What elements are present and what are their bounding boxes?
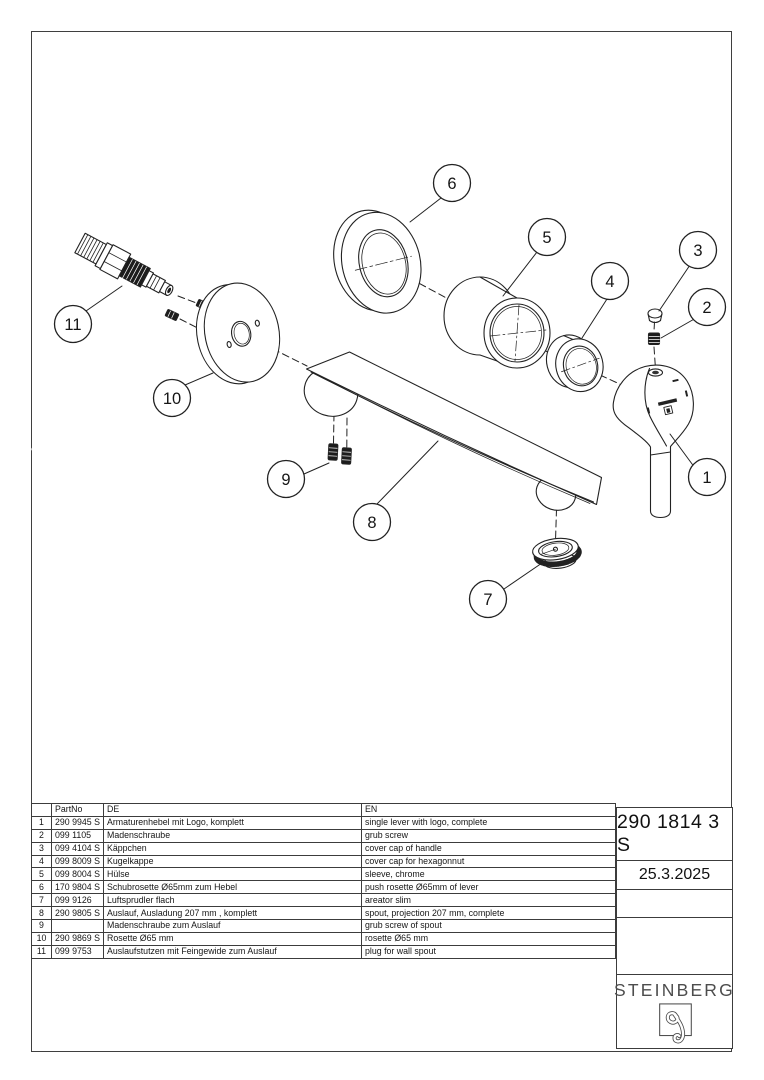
partno-cell: 099 9753 <box>52 945 104 958</box>
index-cell: 2 <box>32 829 52 842</box>
callout-number: 10 <box>162 390 182 408</box>
partno-cell: 099 9126 <box>52 894 104 907</box>
callout-number: 7 <box>483 591 493 609</box>
callout-leader <box>304 463 329 474</box>
callout-9 <box>268 461 330 498</box>
de-cell: Auslaufstutzen mit Feingewide zum Auslauf <box>104 945 362 958</box>
index-cell: 3 <box>32 842 52 855</box>
callout-leader <box>503 252 537 296</box>
partno-cell: 099 4104 S <box>52 842 104 855</box>
en-cell: grub screw <box>362 829 616 842</box>
callout-number: 5 <box>542 229 552 247</box>
callout-number: 6 <box>447 175 457 193</box>
table-row <box>32 816 616 829</box>
parts-table <box>31 803 616 959</box>
table-row <box>32 945 616 958</box>
table-row <box>32 907 616 920</box>
en-cell: rosette Ø65 mm <box>362 932 616 945</box>
callout-leader <box>86 286 122 311</box>
de-cell: Kugelkappe <box>104 855 362 868</box>
de-cell: Hülse <box>104 868 362 881</box>
callout-11 <box>55 286 123 343</box>
de-cell: Käppchen <box>104 842 362 855</box>
callout-number: 2 <box>702 299 712 317</box>
callout-leader <box>659 265 690 311</box>
part-aerator <box>531 536 581 572</box>
drawing-number: 290 1814 3 S <box>616 807 733 861</box>
callout-6 <box>410 165 471 223</box>
callout-number: 11 <box>64 316 82 334</box>
table-row <box>32 868 616 881</box>
header-index <box>32 804 52 817</box>
table-row <box>32 920 616 933</box>
header-en: EN <box>362 804 616 817</box>
en-cell: push rosette Ø65mm of lever <box>362 881 616 894</box>
index-cell: 1 <box>32 816 52 829</box>
callout-2 <box>661 289 726 339</box>
de-cell: Rosette Ø65 mm <box>104 932 362 945</box>
part-rosette <box>188 276 289 391</box>
en-cell: single lever with logo, complete <box>362 816 616 829</box>
index-cell: 10 <box>32 932 52 945</box>
table-row <box>32 842 616 855</box>
en-cell: cover cap of handle <box>362 842 616 855</box>
callout-7 <box>470 563 543 618</box>
callout-leader <box>377 441 438 504</box>
part-wall-plug <box>0 231 178 478</box>
callout-8 <box>354 441 439 541</box>
callout-leader <box>410 198 441 222</box>
partno-cell: 290 9869 S <box>52 932 104 945</box>
partno-cell: 099 8009 S <box>52 855 104 868</box>
callout-leader <box>582 299 607 338</box>
partno-cell: 099 8004 S <box>52 868 104 881</box>
index-cell: 5 <box>32 868 52 881</box>
en-cell: grub screw of spout <box>362 920 616 933</box>
index-cell: 4 <box>32 855 52 868</box>
part-sleeve <box>444 277 550 368</box>
index-cell: 7 <box>32 894 52 907</box>
header-de: DE <box>104 804 362 817</box>
table-row <box>32 855 616 868</box>
callout-4 <box>582 263 629 339</box>
partno-cell: 290 9945 S <box>52 816 104 829</box>
part-ball-cap <box>541 328 609 399</box>
callout-leader <box>504 563 542 589</box>
en-cell: plug for wall spout <box>362 945 616 958</box>
callout-number: 3 <box>693 242 703 260</box>
callout-leader <box>185 373 213 385</box>
part-grub-screw <box>649 333 660 345</box>
table-row <box>32 881 616 894</box>
header-partno: PartNo <box>52 804 104 817</box>
callout-1 <box>670 434 726 496</box>
table-row <box>32 829 616 842</box>
index-cell: 8 <box>32 907 52 920</box>
part-cover-cap <box>648 309 662 323</box>
drawing-date: 25.3.2025 <box>616 860 733 890</box>
index-cell: 6 <box>32 881 52 894</box>
callout-leader <box>670 434 695 468</box>
empty-field-2 <box>616 917 733 975</box>
en-cell: areator slim <box>362 894 616 907</box>
table-row <box>32 894 616 907</box>
title-block <box>616 808 733 1049</box>
callout-number: 1 <box>702 469 712 487</box>
part-lever-handle <box>613 365 693 517</box>
de-cell: Madenschraube zum Auslauf <box>104 920 362 933</box>
de-cell: Auslauf, Ausladung 207 mm , komplett <box>104 907 362 920</box>
empty-field-1 <box>616 889 733 918</box>
callout-number: 8 <box>367 514 377 532</box>
partno-cell: 290 9805 S <box>52 907 104 920</box>
de-cell: Schubrosette Ø65mm zum Hebel <box>104 881 362 894</box>
en-cell: cover cap for hexagonnut <box>362 855 616 868</box>
de-cell: Armaturenhebel mit Logo, komplett <box>104 816 362 829</box>
table-header-row <box>32 804 616 817</box>
callout-10 <box>154 373 214 417</box>
callout-leader <box>661 318 696 338</box>
index-cell: 11 <box>32 945 52 958</box>
en-cell: sleeve, chrome <box>362 868 616 881</box>
en-cell: spout, projection 207 mm, complete <box>362 907 616 920</box>
brand-block <box>616 974 733 1049</box>
brand-logo-icon <box>653 1002 697 1048</box>
de-cell: Luftsprudler flach <box>104 894 362 907</box>
partno-cell: 170 9804 S <box>52 881 104 894</box>
callout-5 <box>503 219 566 297</box>
partno-cell: 099 1105 <box>52 829 104 842</box>
table-row <box>32 932 616 945</box>
partno-cell <box>52 920 104 933</box>
de-cell: Madenschraube <box>104 829 362 842</box>
callout-number: 4 <box>605 273 615 291</box>
index-cell: 9 <box>32 920 52 933</box>
part-spout-screws <box>328 444 351 464</box>
brand-wordmark: STEINBERG <box>614 979 735 1000</box>
callout-number: 9 <box>281 471 291 489</box>
